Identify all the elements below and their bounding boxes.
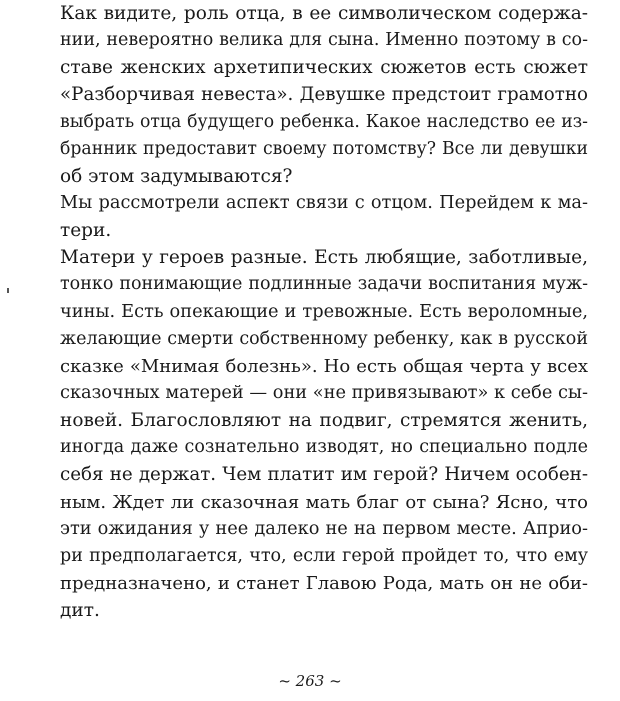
page-number: ~ 263 ~ [278,672,342,690]
text-line: предназначено, и станет Главою Рода, мать он не оби- [60,572,588,594]
text-line: дит. [60,600,100,622]
text-line: сказке «Мнимая болезнь». Но есть общая черта у всех [60,355,588,377]
text-line: Матери у героев разные. Есть любящие, заботливые, [60,247,588,269]
margin-mark [7,288,9,293]
text-line: ставе женских архетипических сюжетов есть сюжет [60,57,588,79]
body-text [60,0,588,624]
text-line: ным. Ждет ли сказочная мать благ от сына? Ясно, что [60,491,588,513]
text-line: ри предполагается, что, если герой пройдет то, что ему [60,545,588,566]
text-line: чины. Есть опекающие и тревожные. Есть вероломные, [60,301,588,322]
text-line: Как видите, роль отца, в ее символическом содержа- [60,3,588,24]
text-line: нии, невероятно велика для сына. Именно поэтому в со- [60,30,588,51]
text-line: Мы рассмотрели аспект связи с отцом. Перейдем к ма- [60,192,588,213]
text-line: тери. [60,220,112,242]
text-line: желающие смерти собственному ребенку, как в русской [60,328,588,349]
text-line: выбрать отца будущего ребенка. Какое наследство ее из- [60,111,588,132]
text-line: новей. Благословляют на подвиг, стремятся женить, [60,410,588,432]
text-line: об этом задумываются? [60,165,293,187]
text-line: эти ожидания у нее далеко не на первом месте. Априо- [60,518,588,539]
text-line: бранник предоставит своему потомству? Все ли девушки [60,138,588,159]
text-line: себя не держат. Чем платит им герой? Ничем особен- [60,464,588,486]
text-line: сказочных матерей — они «не привязывают» к себе сы- [60,382,589,403]
text-line: иногда даже сознательно изводят, но специально подле [60,437,588,458]
text-line: тонко понимающие подлинные задачи воспитания муж- [60,274,588,295]
text-line: «Разборчивая невеста». Девушке предстоит грамотно [60,84,588,106]
